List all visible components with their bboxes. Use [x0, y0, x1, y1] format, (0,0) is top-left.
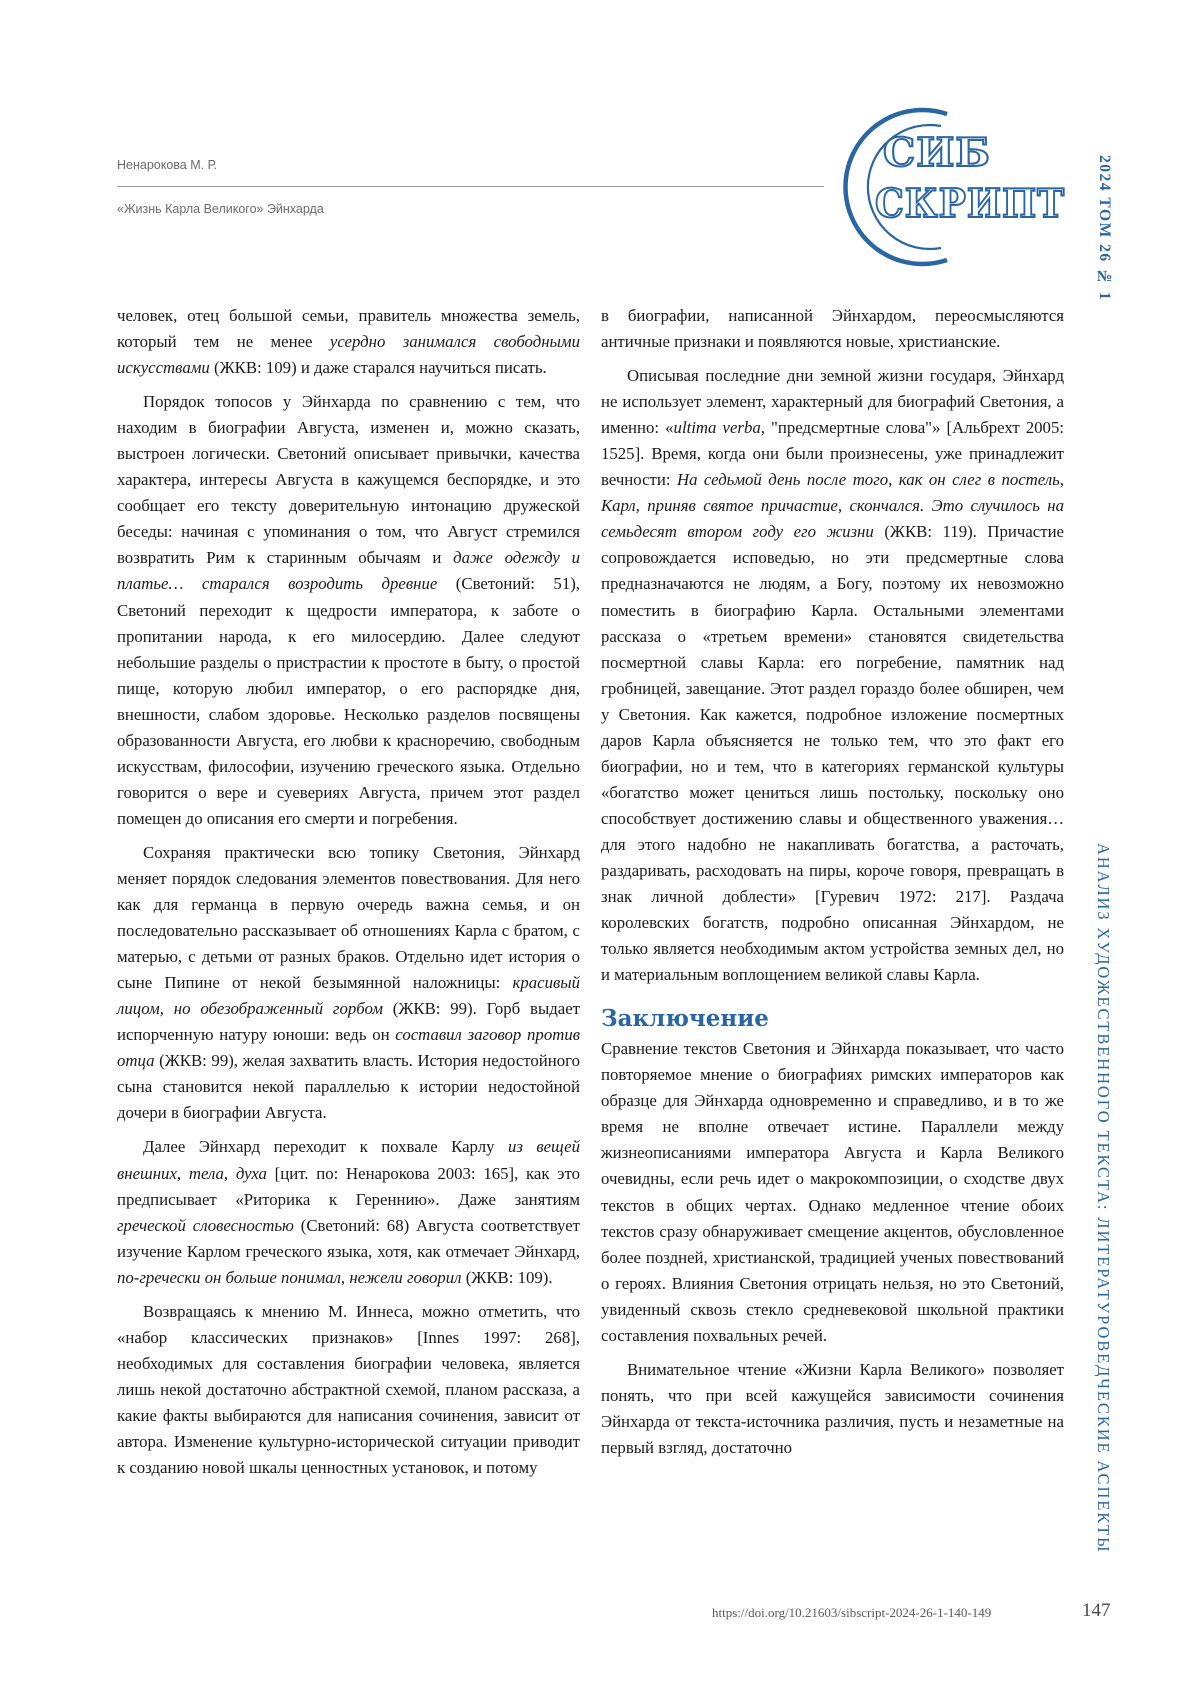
logo-text-sib: СИБ [883, 130, 991, 176]
side-volume-label: 2024 ТОМ 26 № 1 [1096, 155, 1113, 302]
text-run: (Светоний: 51), Светоний переходит к щедрости императора, к заботе о пропитании народа, к его милосердию. Далее следуют небольшие разделы о пристрастии к простоте в быту, о простой пище, которую любил император, о его распорядке дня, внешности, слабом здоровье. Несколько разделов посвящены образованности Августа, его любви к красноречию, свободным искусствам, философии, изучению греческого языка. Отдельно говорится о вере и суевериях Августа, причем этот раздел помещен до описания его смерти и погребения. [117, 574, 581, 828]
text-run: [цит. по: Ненарокова 2003: 165], как это предписывает «Риторика к Гереннию». Даже занятиям [117, 1163, 580, 1209]
paragraph [601, 1036, 1064, 1349]
paragraph [601, 363, 1064, 988]
text-run: (ЖКВ: 99), желая захватить власть. История недостойного сына становится некой параллелью к истории недостойной дочери в биографии Августа. [117, 1051, 580, 1123]
italic-quote: греческой словесностью [117, 1215, 294, 1235]
running-header-author: Ненарокова М. Р. [117, 158, 218, 172]
italic-quote: ultima verba [673, 418, 761, 438]
page-number: 147 [1082, 1600, 1111, 1621]
paragraph [117, 1134, 580, 1290]
paragraph [601, 303, 1064, 355]
side-rubric-label: АНАЛИЗ ХУДОЖЕСТВЕННОГО ТЕКСТА: ЛИТЕРАТУРОВЕДЧЕСКИЕ АСПЕКТЫ [1094, 843, 1113, 1554]
header-divider [117, 186, 824, 187]
text-run: , "предсмертные слова"» [Альбрехт 2005: 1525]. Время, когда они были произнесены, уже принадлежит вечности: [601, 418, 1064, 490]
right-column [601, 303, 1064, 1461]
italic-quote: красивый лицом, но обезображенный горбом [117, 973, 580, 1019]
section-heading-conclusion: Заключение [601, 1005, 769, 1033]
text-run: Порядок топосов у Эйнхарда по сравнению с тем, что находим в биографии Августа, изменен и, можно сказать, выстроен логически. Светоний описывает привычки, качества характера, интересы Августа в кажущемся беспорядке, и это сообщает его тексту доверительную интонацию дружеской беседы: начиная с упоминания о том, что Август стремился возвратить Рим к старинным обычаям и [117, 392, 580, 568]
italic-quote: даже одежду и платье… старался возродить древние [117, 548, 580, 594]
italic-quote: по-гречески он больше понимал, нежели говорил [117, 1267, 462, 1287]
text-run: (ЖКВ: 109). [461, 1267, 553, 1287]
text-run: Сравнение текстов Светония и Эйнхарда показывает, что часто повторяемое мнение о биографиях римских императоров как образце для Эйнхарда одновременно и справедливо, и в то же время не вполне отвечает истине. Параллели между жизнеописаниями императора Августа и Карла Великого очевидны, если речь идет о макрокомпозиции, о сходстве двух текстов в общих чертах. Однако медленное чтение обоих текстов сразу обнаруживает смещение акцентов, обусловленное более поздней, христианской, традицией ученых повествований о героях. Влияния Светония отрицать нельзя, но это Светоний, увиденный сквозь стекло средневековой школьной практики составления похвальных речей. [601, 1039, 1064, 1345]
text-run: (ЖКВ: 99). Горб выдает испорченную натуру юноши: ведь он [117, 999, 580, 1045]
text-run: в биографии, написанной Эйнхардом, переосмысляются античные признаки и появляются новые, христианские. [601, 306, 1064, 352]
text-run: Сохраняя практически всю топику Светония, Эйнхард меняет порядок следования элементов повествования. Для него как для германца в первую очередь важна семья, и он последовательно рассказывает об отношениях Карла с братом, с матерью, с детьми от разных браков. Отдельно идет история о сыне Пипине от некой безымянной наложницы: [117, 842, 580, 993]
text-run: Описывая последние дни земной жизни государя, Эйнхард не использует элемент, характерный для биографий Светония, а именно: « [601, 366, 1064, 438]
text-run: (ЖКВ: 109) и даже старался научиться писать. [209, 358, 547, 378]
paragraph [117, 840, 580, 1127]
paragraph [117, 389, 580, 832]
conclusion-body [601, 1036, 1064, 1461]
italic-quote: усердно занимался свободными искусствами [117, 332, 580, 378]
text-run: (ЖКВ: 119). Причастие сопровождается исповедью, но эти предсмертные слова предназначаются не людям, а Богу, поэтому их невозможно поместить в биографию Карла. Остальными элементами рассказа о «третьем времени» становятся свидетельства посмертной славы Карла: его погребение, памятник над гробницей, завещание. Этот раздел гораздо более обширен, чем у Светония. Как кажется, подробное изложение посмертных даров Карла объясняется не только тем, что это факт его биографии, но и тем, что в категориях германской культуры «богатство может цениться лишь постольку, поскольку оно способствует достижению славы и общественного уважения… для этого надобно не накапливать богатства, а расточать, раздаривать, расходовать на пиры, короче говоря, превращать в знак личной доблести» [Гуревич 1972: 217]. Раздача королевских богатств, подробно описанная Эйнхардом, не только является необходимым актом устройства земных дел, но и материальным воплощением великой славы Карла. [601, 522, 1064, 985]
text-run: Далее Эйнхард переходит к похвале Карлу [143, 1137, 508, 1157]
italic-quote: На седьмой день после того, как он слег в постель, Карл, приняв святое причастие, скончался. Это случилось на семьдесят втором году его жизни [601, 470, 1064, 542]
paragraph [117, 1299, 580, 1481]
paragraph [117, 303, 580, 381]
left-column [117, 303, 580, 1481]
running-header-article-title: «Жизнь Карла Великого» Эйнхарда [117, 202, 324, 216]
text-run: Внимательное чтение «Жизни Карла Великого» позволяет понять, что при всей кажущейся зависимости сочинения Эйнхарда от текста-источника различия, пусть и незаметные на первый взгляд, достаточно [601, 1359, 1064, 1457]
journal-logo [835, 104, 1070, 269]
text-run: человек, отец большой семьи, правитель множества земель, который тем не менее [117, 306, 580, 352]
paragraph [601, 1357, 1064, 1461]
italic-quote: составил заговор против отца [117, 1025, 580, 1071]
logo-text-skript: СКРИПТ [875, 181, 1065, 227]
italic-quote: из вещей внешних, тела, духа [117, 1137, 580, 1183]
doi-link[interactable]: https://doi.org/10.21603/sibscript-2024-26-1-140-149 [712, 1605, 992, 1620]
text-run: (Светоний: 68) Августа соответствует изучение Карлом греческого языка, хотя, как отмечает Эйнхард, [117, 1215, 580, 1261]
text-run: Возвращаясь к мнению М. Иннеса, можно отметить, что «набор классических признаков» [Innes 1997: 268], необходимых для составления биографии человека, является лишь некой достаточно абстрактной схемой, планом рассказа, а какие факты выбираются для написания сочинения, зависит от автора. Изменение культурно-исторической ситуации приводит к созданию новой шкалы ценностных установок, и потому [117, 1301, 580, 1478]
right-column-body [601, 303, 1064, 988]
